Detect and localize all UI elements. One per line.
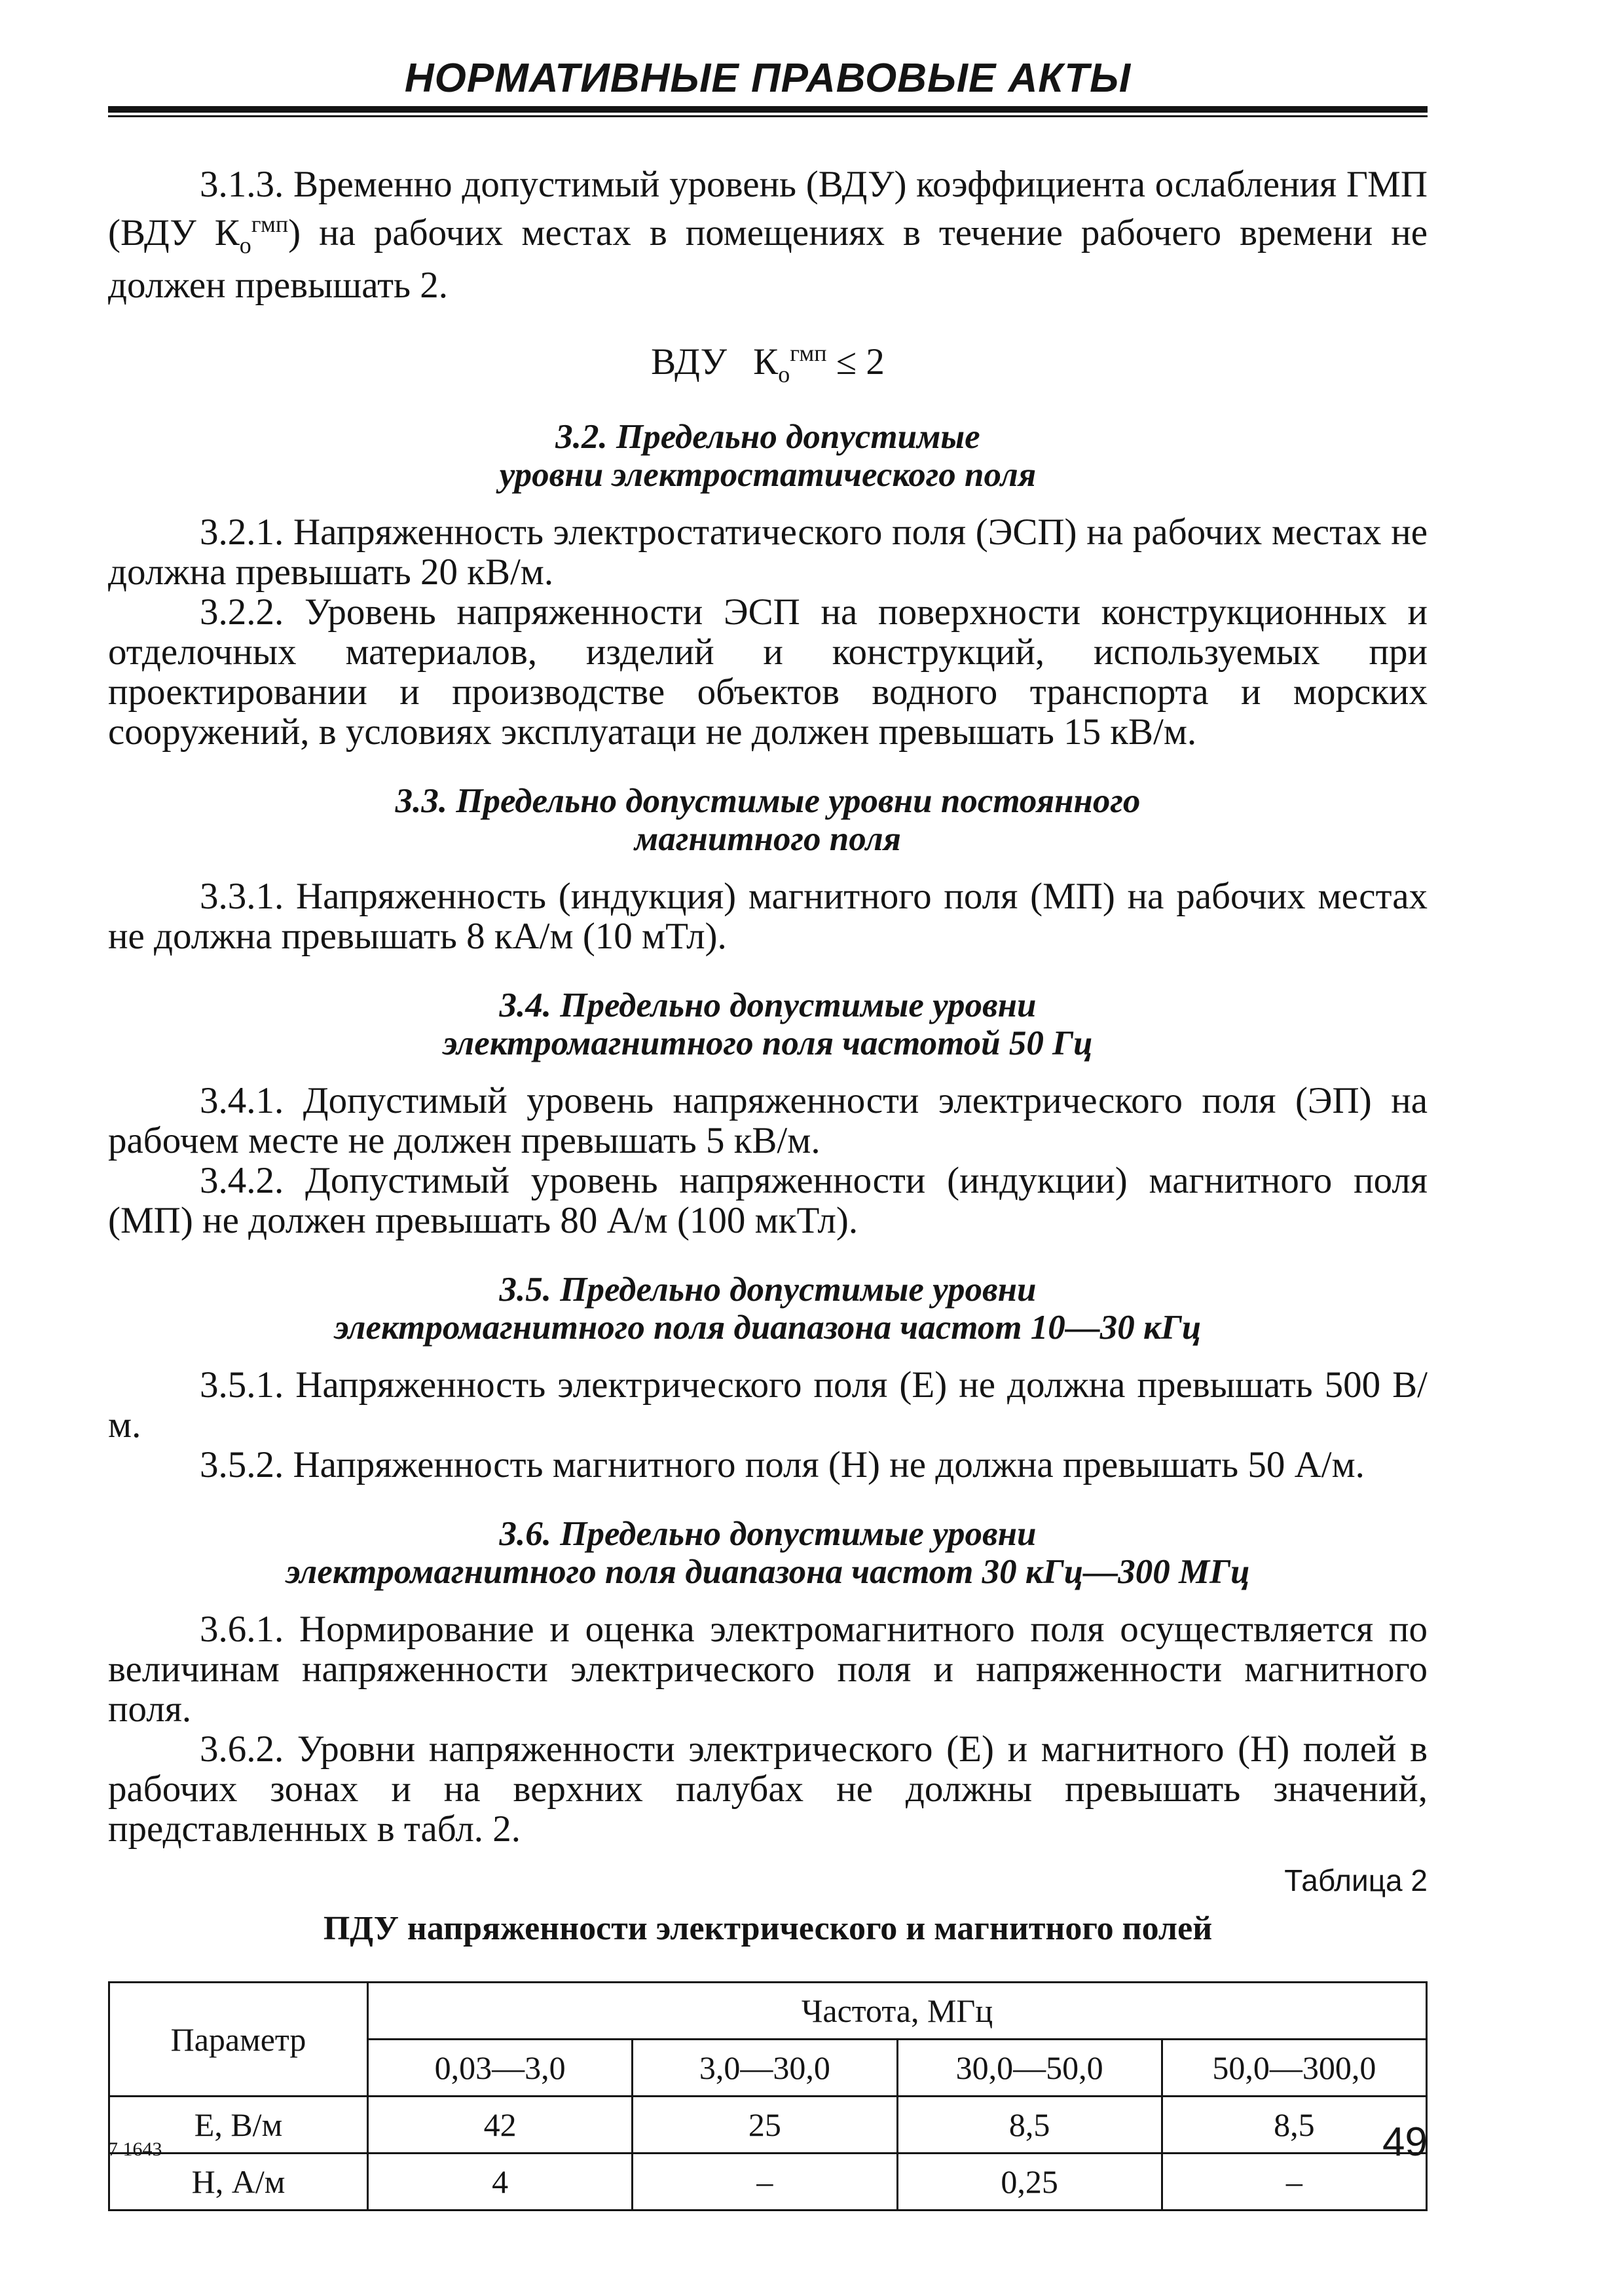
section-heading-3-5-line2: электромагнитного поля диапазона частот 10—30 кГц: [334, 1309, 1202, 1347]
section-heading-3-2: [108, 418, 1428, 494]
table-header-row: [109, 1983, 1427, 2040]
table-param-cell: Н, А/м: [109, 2154, 368, 2211]
table-header-frequency: Частота, МГц: [368, 1983, 1427, 2040]
paragraph-3-2-1: 3.2.1. Напряженность электростатического поля (ЭСП) на рабочих местах не должна превышать 20 кВ/м.: [108, 512, 1428, 593]
section-heading-3-5-line1: 3.5. Предельно допустимые уровни: [499, 1271, 1037, 1309]
pdu-table: [108, 1981, 1428, 2211]
paragraph-3-1-3-tail: ) на рабочих местах в помещениях в течение рабочего времени не должен превышать 2.: [108, 212, 1428, 307]
section-heading-3-6-line1: 3.6. Предельно допустимые уровни: [499, 1515, 1037, 1554]
subscript-o: о: [239, 232, 251, 259]
section-heading-3-3: [108, 782, 1428, 858]
table-range-cell: 3,0—30,0: [633, 2040, 897, 2097]
section-heading-3-5: [108, 1271, 1428, 1347]
paragraph-3-1-3: [108, 164, 1428, 305]
formula-rhs: ≤ 2: [836, 341, 885, 383]
formula-k-letter: К: [753, 341, 779, 383]
superscript-gmp: гмп: [251, 211, 289, 237]
paragraph-3-4-1: 3.4.1. Допустимый уровень напряженности электрического поля (ЭП) на рабочем месте не должен превышать 5 кВ/м.: [108, 1080, 1428, 1162]
table-title: ПДУ напряженности электрического и магнитного полей: [323, 1910, 1213, 1948]
table-cell: –: [1162, 2154, 1426, 2211]
formula-k-subscript: о: [778, 361, 790, 388]
table-range-cell: 50,0—300,0: [1162, 2040, 1426, 2097]
paragraph-3-1-3-text: 3.1.3. Временно допустимый уровень (ВДУ) коэффициента ослабления ГМП (ВДУ К: [108, 164, 1428, 253]
page-number: 49: [1382, 2119, 1428, 2165]
table-row: [109, 2154, 1427, 2211]
table-cell: 4: [368, 2154, 633, 2211]
table-cell: 8,5: [1162, 2097, 1426, 2154]
formula-vdu: [108, 330, 1428, 388]
table-cell: 0,25: [897, 2154, 1162, 2211]
section-heading-3-6: [108, 1515, 1428, 1591]
formula-k: [753, 340, 827, 388]
paragraph-3-3-1: 3.3.1. Напряженность (индукция) магнитного поля (МП) на рабочих местах не должна превышать 8 кА/м (10 мТл).: [108, 876, 1428, 958]
table-label: Таблица 2: [1284, 1863, 1428, 1898]
table-header-param: Параметр: [109, 1983, 368, 2097]
table-cell: 42: [368, 2097, 633, 2154]
table-param-cell: Е, В/м: [109, 2097, 368, 2154]
table-cell: 8,5: [897, 2097, 1162, 2154]
section-heading-3-4: [108, 986, 1428, 1062]
header-rule-thick: [108, 106, 1428, 113]
header-rule-thin: [108, 115, 1428, 117]
paragraph-3-6-1: 3.6.1. Нормирование и оценка электромагнитного поля осуществляется по величинам напряженности электрического поля и напряженности магнитного поля.: [108, 1609, 1428, 1730]
section-heading-3-4-line1: 3.4. Предельно допустимые уровни: [499, 986, 1037, 1025]
table-range-cell: 0,03—3,0: [368, 2040, 633, 2097]
table-cell: 25: [633, 2097, 897, 2154]
section-heading-3-6-line2: электромагнитного поля диапазона частот 30 кГц—300 МГц: [286, 1553, 1250, 1592]
running-header: НОРМАТИВНЫЕ ПРАВОВЫЕ АКТЫ: [404, 56, 1132, 101]
document-page: [108, 52, 1428, 2211]
table-cell: –: [633, 2154, 897, 2211]
section-heading-3-4-line2: электромагнитного поля частотой 50 Гц: [443, 1024, 1093, 1063]
paragraph-3-6-2: 3.6.2. Уровни напряженности электрического (Е) и магнитного (Н) полей в рабочих зонах и на верхних палубах не должны превышать значений, представленных в табл. 2.: [108, 1728, 1428, 1850]
paragraph-3-4-2: 3.4.2. Допустимый уровень напряженности (индукции) магнитного поля (МП) не должен превышать 80 А/м (100 мкТл).: [108, 1160, 1428, 1242]
footer-print-code: 7 1643: [108, 2138, 162, 2160]
paragraph-3-5-1: 3.5.1. Напряженность электрического поля (Е) не должна превышать 500 В/м.: [108, 1364, 1428, 1446]
section-heading-3-2-line1: 3.2. Предельно допустимые: [555, 418, 980, 457]
paragraph-3-2-2: 3.2.2. Уровень напряженности ЭСП на поверхности конструкционных и отделочных материалов, изделий и конструкций, используемых при проектировании и производстве объектов водного транспорта и морских сооружений, в условиях эксплуатаци не должен превышать 15 кВ/м.: [108, 591, 1428, 753]
paragraph-3-5-2: 3.5.2. Напряженность магнитного поля (Н) не должна превышать 50 А/м.: [200, 1444, 1365, 1486]
section-heading-3-3-line2: магнитного поля: [635, 820, 901, 859]
section-heading-3-2-line2: уровни электростатического поля: [499, 456, 1037, 494]
formula-lhs: ВДУ: [651, 341, 727, 383]
formula-k-superscript: гмп: [790, 340, 827, 367]
table-row: [109, 2097, 1427, 2154]
table-range-cell: 30,0—50,0: [897, 2040, 1162, 2097]
section-heading-3-3-line1: 3.3. Предельно допустимые уровни постоянного: [395, 782, 1141, 821]
